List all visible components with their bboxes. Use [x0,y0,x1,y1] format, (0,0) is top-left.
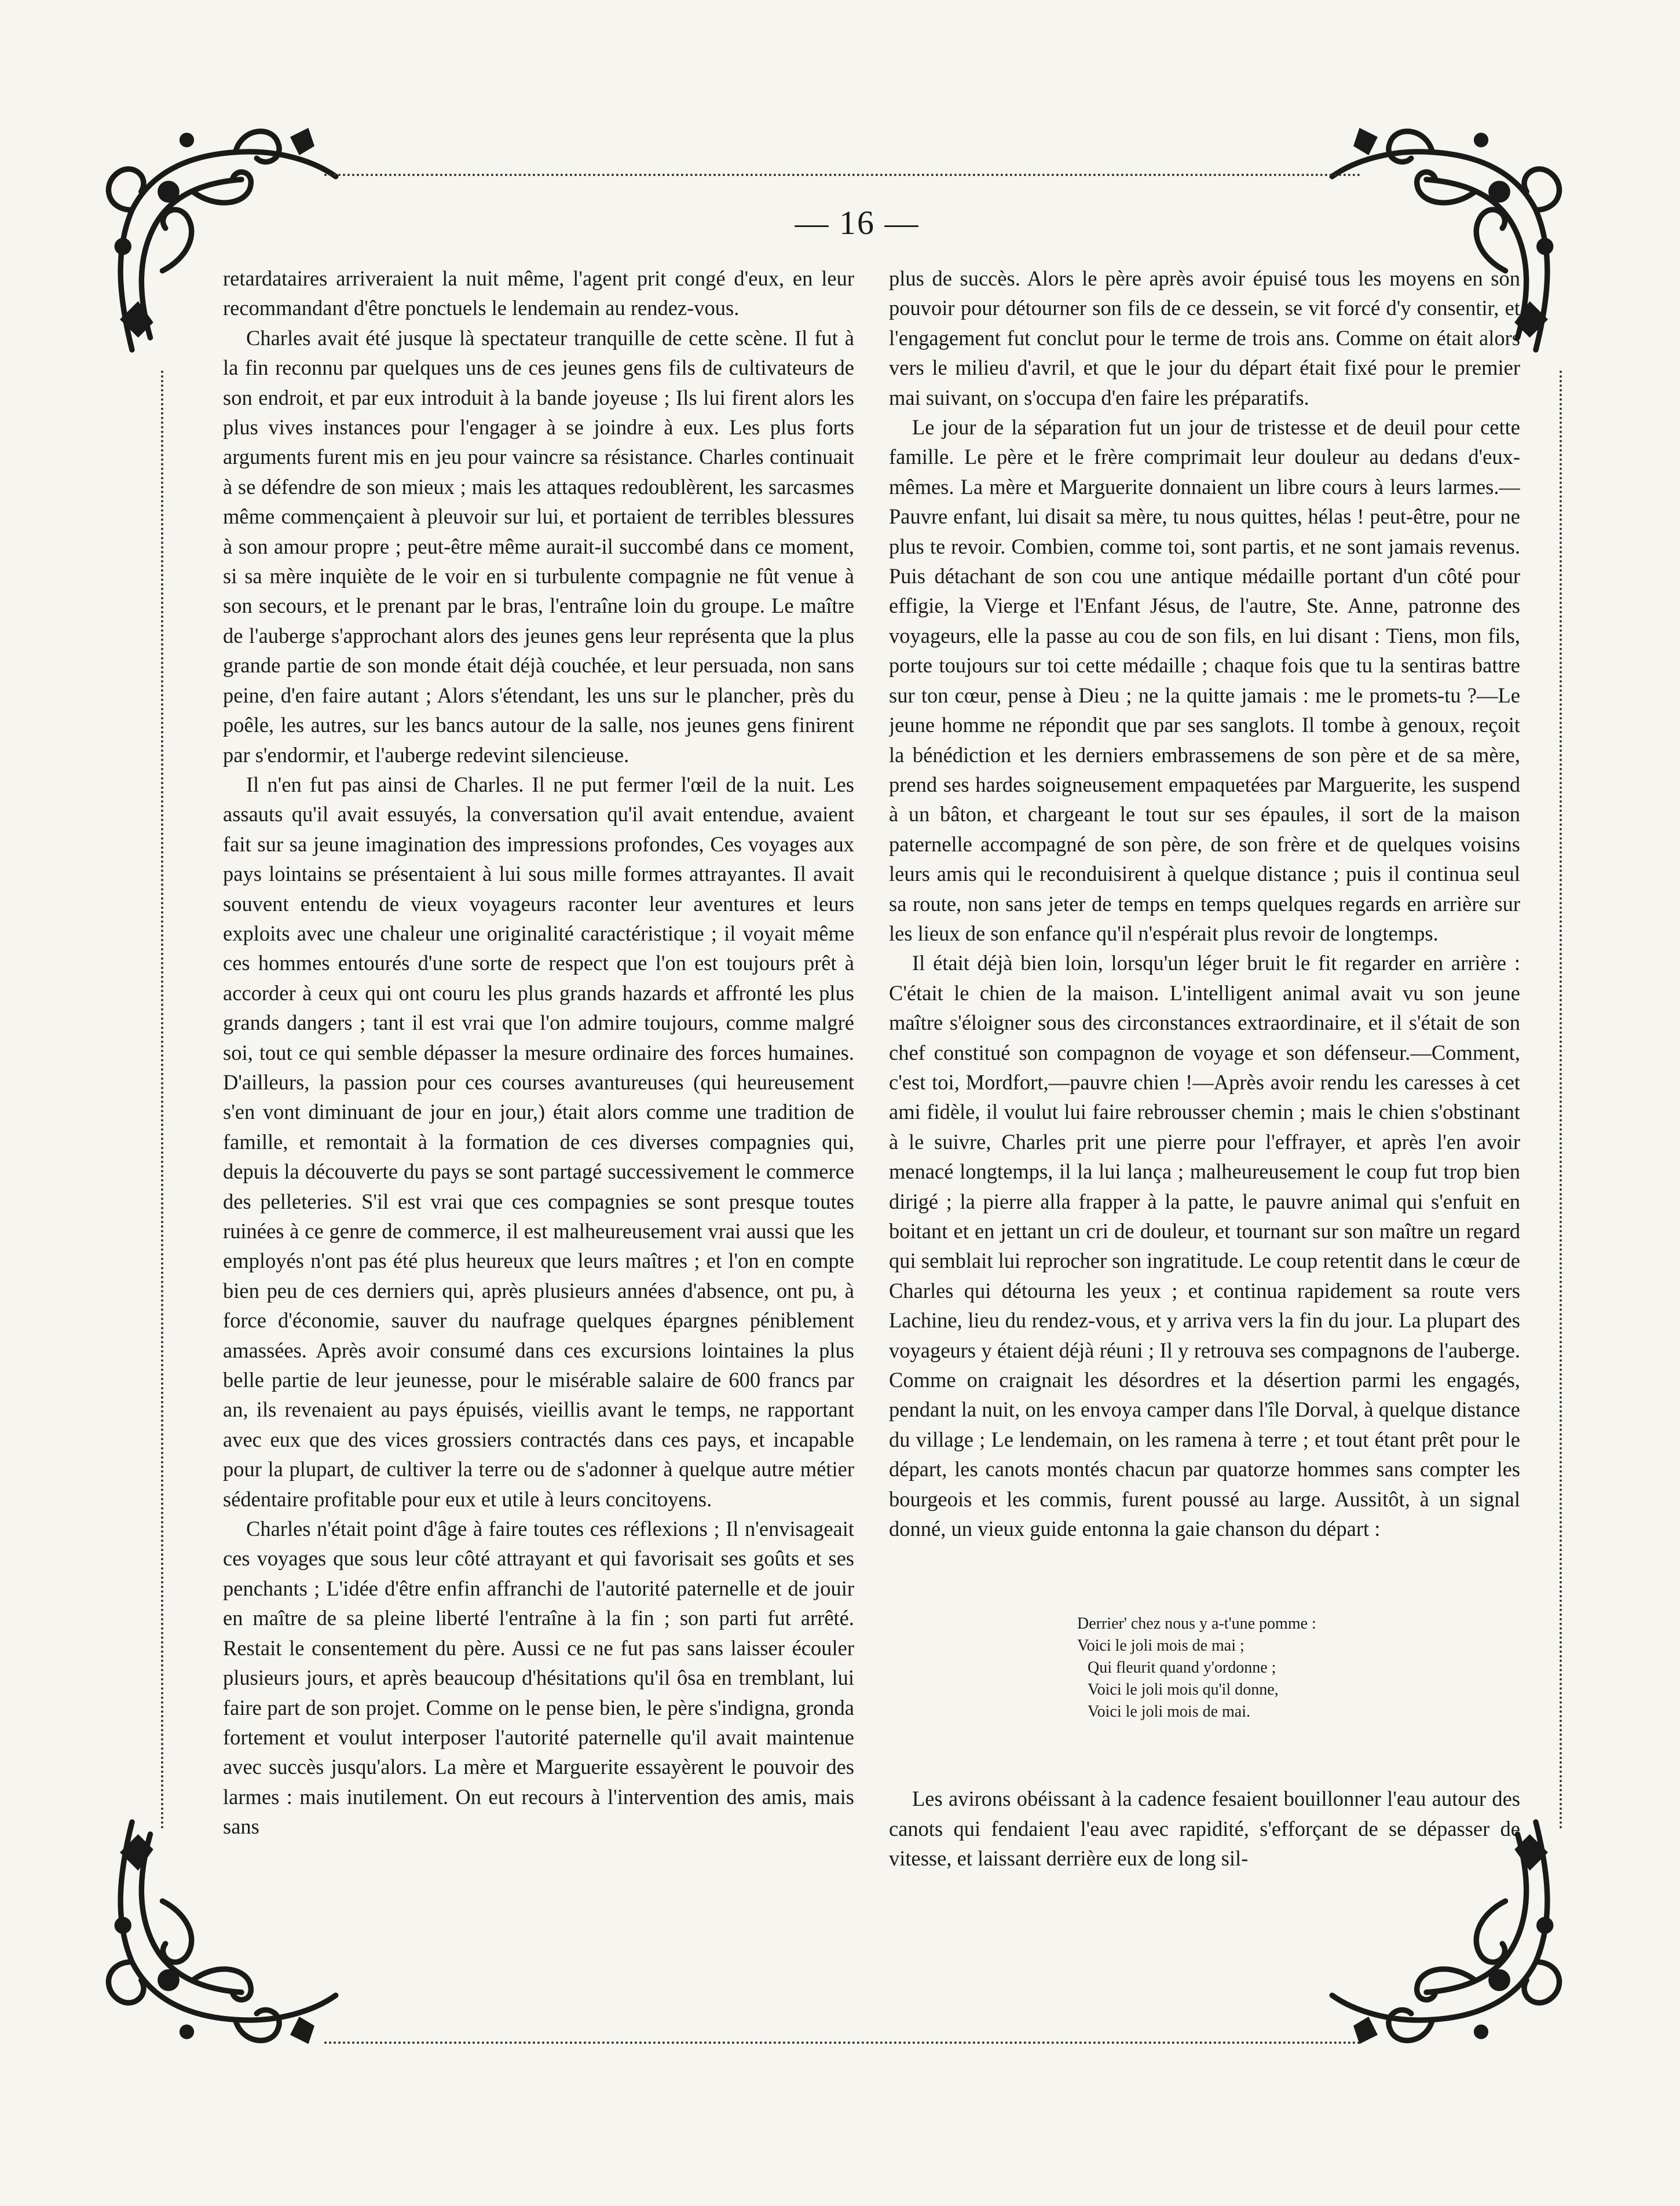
paragraph: Charles avait été jusque là spectateur tranquille de cette scène. Il fut à la fin reconnu par quelques uns de ces jeunes gens fils de cultivateurs de son endroit, et par eux introduit à la bande joyeuse ; Ils lui firent alors les plus vives instances pour l'engager à se joindre à eux. Les plus forts arguments furent mis en jeu pour vaincre sa résistance. Charles continuait à se défendre de son mieux ; mais les attaques redoublèrent, les sarcasmes même commençaient à pleuvoir sur lui, et portaient de terribles blessures à son amour propre ; peut-être même aurait-il succombé dans ce moment, si sa mère inquiète de le voir en si turbulente compagnie ne fût venue à son secours, et le prenant par le bras, l'entraîne loin du groupe. Le maître de l'auberge s'approchant alors des jeunes gens leur représenta que la plus grande partie de son monde était déjà couchée, et leur persuada, non sans peine, d'en faire autant ; Alors s'étendant, les uns sur le plancher, près du poêle, les autres, sur les bancs autour de la salle, nos jeunes gens finirent par s'endormir, et l'auberge redevint silencieuse. [223,325,854,767]
paragraph: plus de succès. Alors le père après avoir épuisé tous les moyens en son pouvoir pour détourner son fils de ce dessein, se vit forcé d'y consentir, et l'engagement fut conclut pour le terme de trois ans. Comme on était alors vers le milieu d'avril, et que le jour du départ était fixé pour le premier mai suivant, on s'occupa d'en faire les préparatifs. [889,266,1520,409]
song-line: Qui fleurit quand y'ordonne ; [1088,1659,1276,1677]
text-column-left [223,264,854,1978]
border-rule-bottom [324,2042,1361,2044]
paragraph: Il n'en fut pas ainsi de Charles. Il ne put fermer l'œil de la nuit. Les assauts qu'il avait essuyés, la conversation qu'il avait entendue, avaient fait sur sa jeune imagination des impressions profondes, Ces voyages aux pays lointains se présentaient à lui sous mille formes attrayantes. Il avait souvent entendu de vieux voyageurs raconter leur aventures et leurs exploits avec une chaleur une originalité caractéristique ; il voyait même ces hommes entourés d'une sorte de respect que l'on est toujours prêt à accorder à ceux qui ont couru les plus grands hazards et affronté les plus grands dangers ; tant il est vrai que l'on admire toujours, comme malgré soi, tout ce qui semble dépasser la mesure ordinaire des forces humaines. D'ailleurs, la passion pour ces courses avantureuses (qui heureusement s'en vont diminuant de jour en jour,) était alors comme une tradition de famille, et remontait à la formation de ces diverses compagnies qui, depuis la découverte du pays se sont partagé successivement le commerce des pelleteries. S'il est vrai que ces compagnies se sont presque toutes ruinées à ce genre de commerce, il est malheureusement vrai aussi que les employés n'ont pas été plus heureux que leurs maîtres ; et l'on en compte bien peu de ces derniers qui, après plusieurs années d'absence, ont pu, à force d'économie, sauver du naufrage quelques épargnes péniblement amassées. Après avoir consumé dans ces excursions lointaines la plus belle partie de leur jeunesse, pour le misérable salaire de 600 francs par an, ils revenaient au pays épuisés, vieillis avant le temps, ne rapportant avec eux que des vices grossiers contractés dans ces pays, et incapable pour la plupart, de cultiver la terre ou de s'adonner à quelque autre métier sédentaire profitable pour eux et utile à leurs concitoyens. [223,772,854,1511]
paragraph: Charles n'était point d'âge à faire toutes ces réflexions ; Il n'envisageait ces voyages que sous leur côté attrayant et qui favorisait ses goûts et ses penchants ; L'idée d'être enfin affranchi de l'autorité paternelle et de jouir en maître de sa pleine liberté l'entraîne à la fin ; son parti fut arrêté. Restait le consentement du père. Aussi ce ne fut pas sans laisser écouler plusieurs jours, et après beaucoup d'hésitations qu'il ôsa en tremblant, lui faire part de son projet. Comme on le pense bien, le père s'indigna, gronda fortement et voulut interposer l'autorité paternelle qu'il avait maintenue avec succès jusqu'alors. La mère et Marguerite essayèrent le pouvoir des larmes : mais inutilement. On eut recours à l'intervention des amis, mais sans [223,1517,854,1839]
song-line: Voici le joli mois de mai. [1088,1703,1251,1721]
paragraph: Le jour de la séparation fut un jour de tristesse et de deuil pour cette famille. Le père et le frère comprimait leur douleur au dedans d'eux-mêmes. La mère et Marguerite donnaient un libre cours à leurs larmes.—Pauvre enfant, lui disait sa mère, tu nous quittes, hélas ! peut-être, pour ne plus te revoir. Combien, comme toi, sont partis, et ne sont jamais revenus. Puis détachant de son cou une antique médaille portant d'un côté pour effigie, la Vierge et l'Enfant Jésus, de l'autre, Ste. Anne, patronne des voyageurs, elle la passe au cou de son fils, en lui disant : Tiens, mon fils, porte toujours sur toi cette médaille ; chaque fois que tu la sentiras battre sur ton cœur, pense à Dieu ; ne la quitte jamais : me le promets-tu ?—Le jeune homme ne répondit que par ses sanglots. Il tombe à genoux, reçoit la bénédiction et les derniers embrassemens de son père et de sa mère, prend ses hardes soigneusement empaquetées par Marguerite, les suspend à un bâton, et chargeant le tout sur ses épaules, il sort de la maison paternelle accompagné de son père, de son frère et de quelques voisins leurs amis qui le reconduisirent à quelque distance ; puis il continua seul sa route, non sans jeter de temps en temps quelques regards en arrière sur les lieux de son enfance qu'il n'espérait plus revoir de longtemps. [889,415,1520,945]
page-number: — 16 — [795,204,920,242]
song-verse [1077,1613,1520,1723]
text-column-right [889,264,1520,1978]
border-rule-right [1560,371,1562,1830]
song-line: Voici le joli mois qu'il donne, [1088,1681,1279,1699]
border-rule-left [161,371,163,1830]
paragraph: Il était déjà bien loin, lorsqu'un léger bruit le fit regarder en arrière : C'était le chien de la maison. L'intelligent animal avait vu son jeune maître s'éloigner sous des circonstances extraordinaire, et il s'était de son chef constitué son compagnon de voyage et son défenseur.—Comment, c'est toi, Mordfort,—pauvre chien !—Après avoir rendu les caresses à cet ami fidèle, il voulut lui faire rebrousser chemin ; mais le chien s'obstinant à le suivre, Charles prit une pierre pour l'effrayer, et après l'en avoir menacé longtemps, il la lui lança ; malheureusement le coup fut trop bien dirigé ; la pierre alla frapper à la patte, le pauvre animal qui s'enfuit en boitant et en jettant un cri de douleur, et tournant sur son maître un regard qui semblait lui reprocher son ingratitude. Le coup retentit dans le cœur de Charles qui détourna les yeux ; et continua rapidement sa route vers Lachine, lieu du rendez-vous, et y arriva vers la fin du jour. La plupart des voyageurs y étaient déjà réuni ; Il y retrouva ses compagnons de l'auberge. Comme on craignait les désordres et la désertion parmi les engagés, pendant la nuit, on les envoya camper dans l'île Dorval, à quelque distance du village ; Le lendemain, on les ramena à terre ; et tout étant prêt pour le départ, les canots montés chacun par quatorze hommes sans compter les bourgeois et les commis, furent poussé au large. Aussitôt, à un signal donné, un vieux guide entonna la gaie chanson du départ : [889,951,1520,1541]
paragraph: Les avirons obéissant à la cadence fesaient bouillonner l'eau autour des canots qui fendaient l'eau avec rapidité, s'efforçant de se dépasser de vitesse, et laissant derrière eux de long sil- [889,1787,1520,1871]
song-line: Derrier' chez nous y a-t'une pomme : [1077,1615,1316,1633]
paragraph: retardataires arriveraient la nuit même, l'agent prit congé d'eux, en leur recommandant d'être ponctuels le lendemain au rendez-vous. [223,266,854,320]
song-line: Voici le joli mois de mai ; [1077,1637,1245,1655]
border-rule-top [324,174,1361,176]
